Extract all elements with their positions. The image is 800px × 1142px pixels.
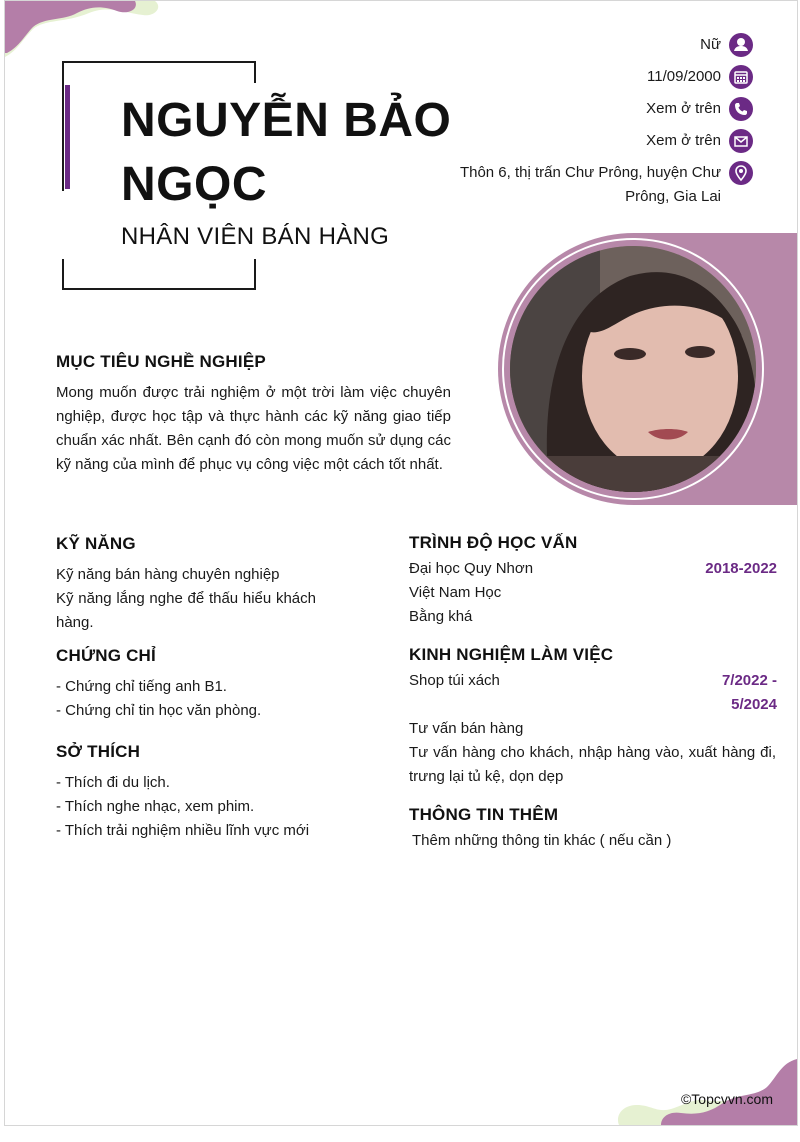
education-grade: Bằng khá (409, 608, 473, 625)
calendar-icon (729, 65, 753, 89)
list-item: - Thích trải nghiệm nhiều lĩnh vực mới (56, 822, 310, 839)
hobbies-title: SỞ THÍCH (56, 742, 141, 761)
name-frame-left (62, 61, 64, 191)
contact-gender (413, 33, 753, 57)
contact-address-text: Thôn 6, thị trấn Chư Prông, huyện Chư Prông, Gia Lai (459, 164, 721, 205)
contact-email (413, 129, 753, 153)
experience-description: Tư vấn hàng cho khách, nhập hàng vào, xuất hàng đi, trưng lại tủ kệ, dọn dẹp (409, 744, 776, 785)
candidate-name: NGUYỄN BẢO NGỌC (121, 94, 452, 211)
cv-page (4, 0, 798, 1126)
name-accent-bar (65, 85, 70, 189)
experience-title: KINH NGHIỆM LÀM VIỆC (409, 645, 614, 664)
objective-text: Mong muốn được trải nghiệm ở một trời làm việc chuyên nghiệp, được học tập và thực hành các kỹ năng giao tiếp chuẩn xác nhất. Bên cạnh đó còn mong muốn sử dụng các kỹ năng của mình để phục vụ công việc một cách tốt nhất. (56, 384, 451, 473)
education-period: 2018-2022 (705, 560, 777, 577)
bottom-right-decoration (605, 1053, 797, 1125)
contact-phone (413, 97, 753, 121)
contact-address (413, 161, 753, 209)
education-school: Đại học Quy Nhơn (409, 560, 534, 577)
contact-list (413, 33, 753, 217)
list-item: - Thích đi du lịch. (56, 774, 170, 791)
contact-birthday (413, 65, 753, 89)
list-item: - Chứng chỉ tin học văn phòng. (56, 702, 262, 719)
mail-icon (729, 129, 753, 153)
experience-period-start: 7/2022 - (721, 672, 777, 689)
certificates-list (56, 675, 326, 723)
list-item: - Chứng chỉ tiếng anh B1. (56, 678, 227, 695)
certificates-title: CHỨNG CHỈ (56, 646, 156, 665)
education-title: TRÌNH ĐỘ HỌC VẤN (409, 533, 578, 552)
contact-gender-text: Nữ (700, 36, 721, 53)
profile-photo (510, 246, 756, 492)
phone-icon (729, 97, 753, 121)
contact-phone-text[interactable]: Xem ở trên (646, 100, 721, 117)
top-left-decoration (5, 1, 165, 61)
experience-period-end: 5/2024 (731, 696, 777, 713)
skills-title: KỸ NĂNG (56, 534, 136, 553)
list-item: - Thích nghe nhạc, xem phim. (56, 798, 255, 815)
person-icon (729, 33, 753, 57)
name-frame-bottom (62, 259, 256, 290)
contact-email-text[interactable]: Xem ở trên (646, 132, 721, 149)
list-item: Kỹ năng bán hàng chuyên nghiệp (56, 566, 280, 583)
education-major: Việt Nam Học (409, 584, 502, 601)
objective-title: MỤC TIÊU NGHỀ NGHIỆP (56, 352, 266, 371)
location-pin-icon (729, 161, 753, 185)
copyright: ©Topcvvn.com (680, 1091, 773, 1107)
experience-period (722, 669, 777, 717)
name-frame-top (62, 61, 256, 83)
list-item: Kỹ năng lắng nghe để thấu hiểu khách hàng. (56, 590, 316, 631)
experience-company: Shop túi xách (409, 672, 500, 689)
additional-text: Thêm những thông tin khác ( nếu cần ) (412, 832, 672, 849)
skills-list (56, 563, 316, 635)
contact-birthday-text: 11/09/2000 (647, 68, 721, 85)
additional-title: THÔNG TIN THÊM (409, 805, 559, 824)
hobbies-list (56, 771, 316, 843)
experience-position: Tư vấn bán hàng (409, 720, 524, 737)
job-title: NHÂN VIÊN BÁN HÀNG (121, 223, 390, 250)
